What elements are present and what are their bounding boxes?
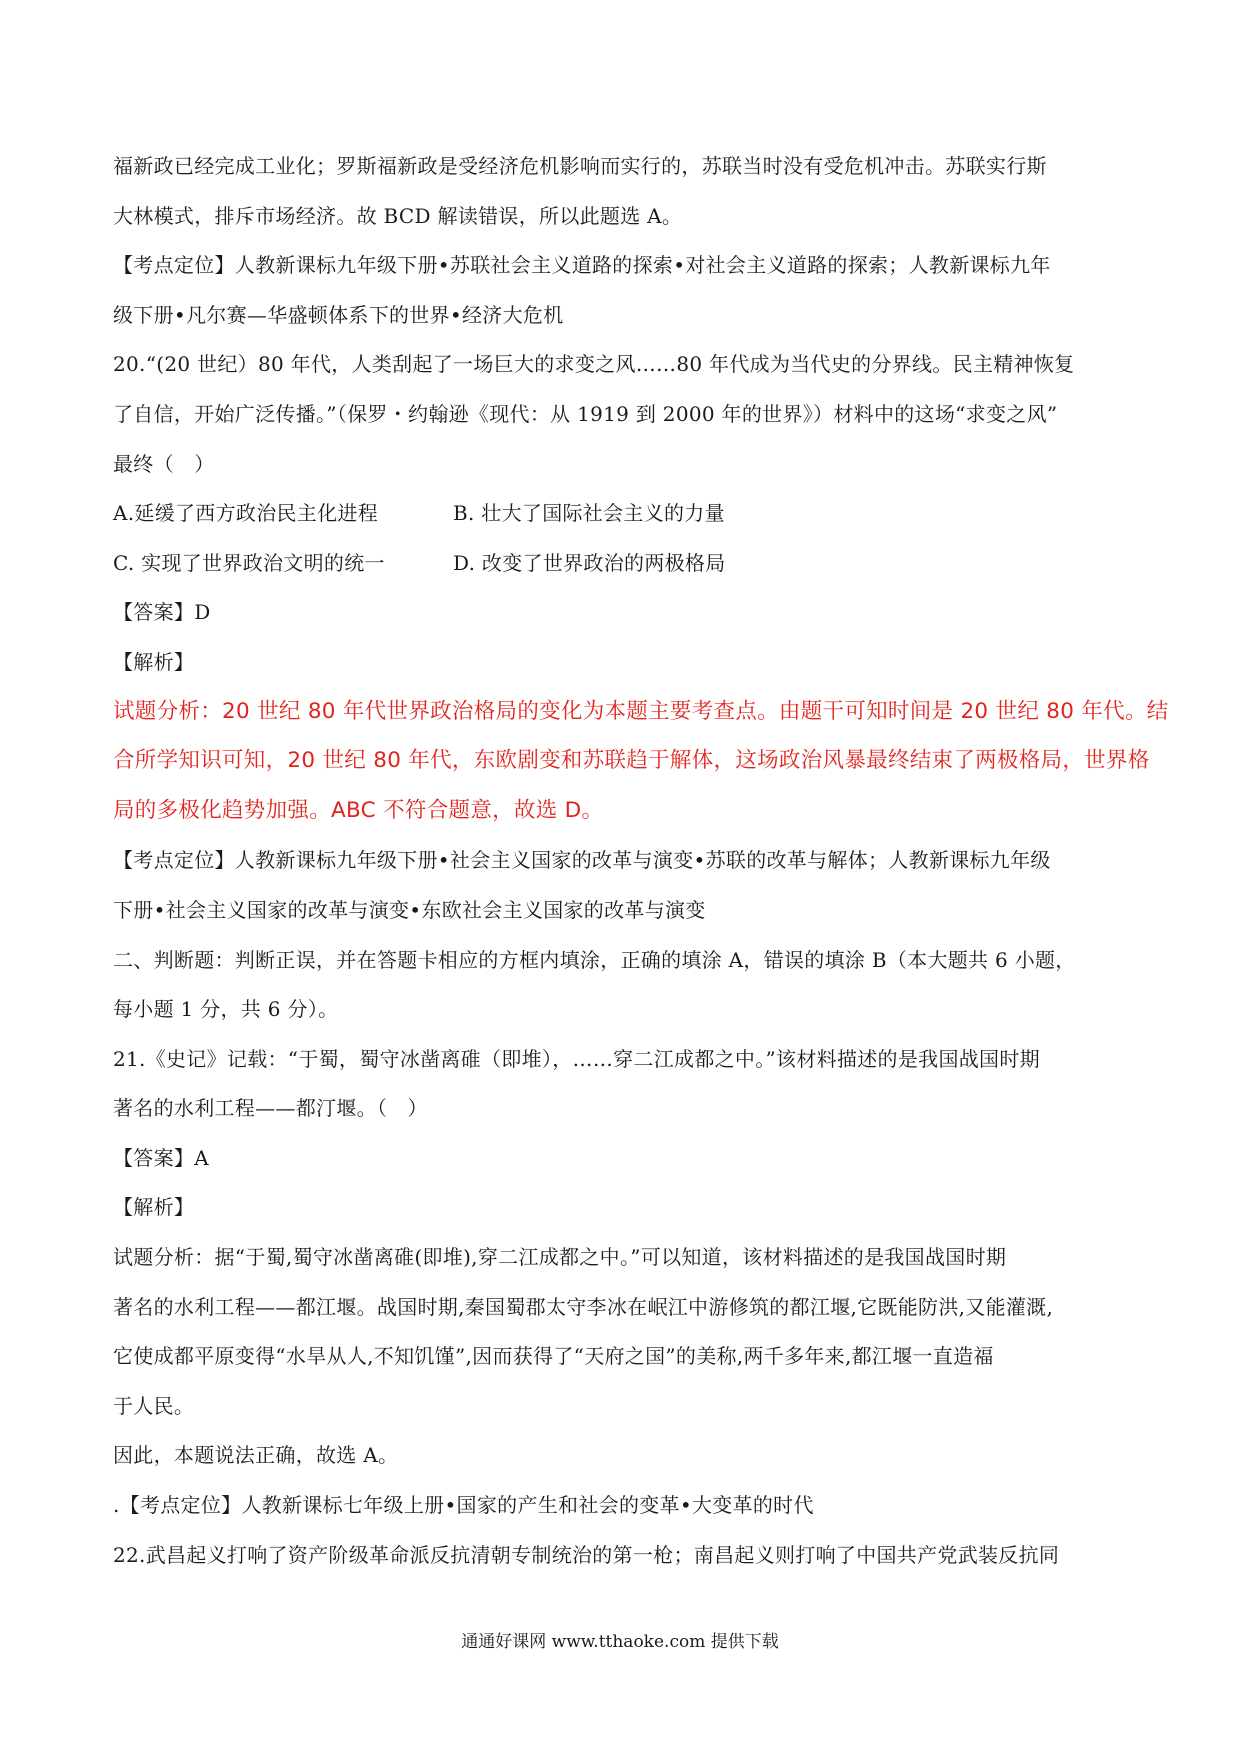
option-c: C. 实现了世界政治文明的统一: [113, 550, 385, 575]
text-line: 著名的水利工程——都汀堰。（ ）: [113, 1096, 428, 1121]
text-line: 试题分析：据“于蜀,蜀守冰凿离碓(即堆),穿二江成都之中。”可以知道，该材料描述的是我国战国时期: [113, 1245, 1007, 1270]
options-row-2: [113, 547, 1143, 579]
analysis-heading: 【解析】: [113, 649, 195, 674]
question-20: 20.“(20 世纪）80 年代，人类刮起了一场巨大的求变之风……80 年代成为当代史的分界线。民主精神恢复: [113, 352, 1075, 377]
text-line: 【考点定位】人教新课标九年级下册•社会主义国家的改革与演变•苏联的改革与解体；人教新课标九年级: [113, 848, 1051, 873]
text-line: 著名的水利工程——都江堰。战国时期,秦国蜀郡太守李冰在岷江中游修筑的都江堰,它既能防洪,又能灌溉,: [113, 1294, 1054, 1319]
text-line: 最终（ ）: [113, 451, 215, 476]
text-line: 了自信，开始广泛传播。”（保罗・约翰逊《现代：从 1919 到 2000 年的世界》）材料中的这场“求变之风”: [113, 401, 1058, 426]
analysis-heading: 【解析】: [113, 1195, 195, 1220]
option-b: B. 壮大了国际社会主义的力量: [453, 501, 725, 526]
page-footer: 通通好课网 www.tthaoke.com 提供下载: [461, 1632, 779, 1652]
answer-label: 【答案】A: [113, 1145, 209, 1170]
text-line: 大林模式，排斥市场经济。故 BCD 解读错误，所以此题选 A。: [113, 203, 683, 228]
text-line: 福新政已经完成工业化；罗斯福新政是受经济危机影响而实行的，苏联当时没有受危机冲击。苏联实行斯: [113, 154, 1047, 178]
text-line: .【考点定位】人教新课标七年级上册•国家的产生和社会的变革•大变革的时代: [113, 1493, 814, 1518]
text-line: 下册•社会主义国家的改革与演变•东欧社会主义国家的改革与演变: [113, 897, 706, 922]
analysis-red-text: 合所学知识可知，20 世纪 80 年代，东欧剧变和苏联趋于解体，这场政治风暴最终结束了两极格局，世界格: [113, 748, 1150, 774]
text-line: 因此，本题说法正确，故选 A。: [113, 1443, 399, 1468]
text-line: 于人民。: [113, 1393, 195, 1418]
text-line: 它使成都平原变得“水旱从人,不知饥馑”,因而获得了“天府之国”的美称,两千多年来,都江堰一直造福: [113, 1344, 994, 1369]
text-line: 每小题 1 分，共 6 分）。: [113, 997, 339, 1022]
answer-label: 【答案】D: [113, 600, 211, 625]
section-heading: 二、判断题：判断正误，并在答题卡相应的方框内填涂，正确的填涂 A，错误的填涂 B（本大题共 6 小题，: [113, 947, 1076, 972]
option-d: D. 改变了世界政治的两极格局: [453, 550, 726, 575]
document-body: [113, 150, 1169, 1588]
text-line: 级下册•凡尔赛—华盛顿体系下的世界•经济大危机: [113, 302, 564, 327]
option-a: A.延缓了西方政治民主化进程: [113, 501, 379, 526]
options-row-1: [113, 497, 1143, 529]
question-21: 21.《史记》记载：“于蜀，蜀守冰凿离碓（即堆），……穿二江成都之中。”该材料描述的是我国战国时期: [113, 1046, 1040, 1071]
analysis-red-text: 局的多极化趋势加强。ABC 不符合题意，故选 D。: [113, 797, 604, 823]
text-line: 【考点定位】人教新课标九年级下册•苏联社会主义道路的探索•对社会主义道路的探索；人教新课标九年: [113, 253, 1051, 278]
analysis-red-text: 试题分析：20 世纪 80 年代世界政治格局的变化为本题主要考查点。由题干可知时间是 20 世纪 80 年代。结: [113, 698, 1169, 724]
question-22: 22.武昌起义打响了资产阶级革命派反抗清朝专制统治的第一枪；南昌起义则打响了中国共产党武装反抗同: [113, 1542, 1060, 1567]
